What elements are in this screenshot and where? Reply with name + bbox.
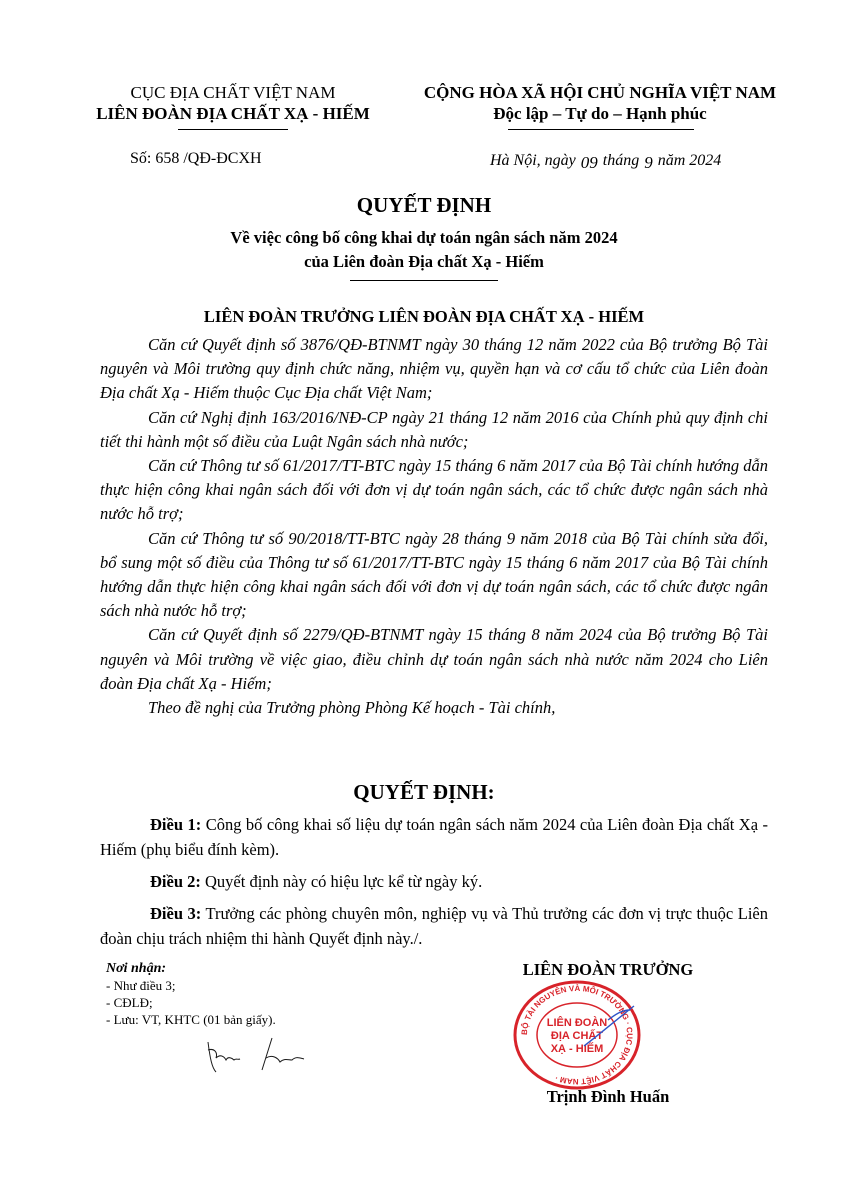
issuing-authority: LIÊN ĐOÀN TRƯỞNG LIÊN ĐOÀN ĐỊA CHẤT XẠ - HIẾM (203, 307, 645, 326)
article-1 (100, 812, 768, 862)
legal-basis: Căn cứ Quyết định số 3876/QĐ-BTNMT ngày 30 tháng 12 năm 2022 của Bộ trưởng Bộ Tài nguyên và Môi trường quy định chức năng, nhiệm vụ, quyền hạn và cơ cấu tổ chức của Liên đoàn Địa chất Xạ - Hiếm thuộc Cục Địa chất Việt Nam; (100, 335, 768, 403)
date-prefix: Hà Nội, ngày (490, 152, 576, 169)
national-motto: Độc lập – Tự do – Hạnh phúc (493, 104, 707, 123)
article-label: Điều 2: (150, 872, 201, 891)
country-name: CỘNG HÒA XÃ HỘI CHỦ NGHĨA VIỆT NAM (423, 83, 777, 102)
issue-date (490, 150, 721, 170)
article-text: Quyết định này có hiệu lực kể từ ngày ký. (200, 872, 483, 891)
header-left-underline (178, 129, 288, 130)
date-month-label: tháng (602, 152, 640, 169)
article-2 (100, 869, 768, 894)
legal-bases (100, 333, 768, 720)
seal-ring-text: BỘ TÀI NGUYÊN VÀ MÔI TRƯỜNG · CỤC ĐỊA CHẤT VIỆT NAM · (519, 983, 635, 1087)
unit-name: LIÊN ĐOÀN ĐỊA CHẤT XẠ - HIẾM (96, 104, 370, 123)
article-3 (100, 901, 768, 951)
recipient-item: - Lưu: VT, KHTC (01 bản giấy). (106, 1012, 276, 1027)
official-seal (512, 980, 642, 1090)
article-text: Trưởng các phòng chuyên môn, nghiệp vụ và Thủ trưởng các đơn vị trực thuộc Liên đoàn chịu trách nhiệm thi hành Quyết định này./. (100, 904, 769, 948)
signer-title: LIÊN ĐOÀN TRƯỞNG (522, 960, 694, 979)
national-title-block (400, 82, 800, 124)
date-year: năm 2024 (657, 152, 722, 169)
subject-line-2: của Liên đoàn Địa chất Xạ - Hiếm (304, 252, 544, 271)
articles (100, 812, 768, 958)
article-label: Điều 1: (150, 815, 202, 834)
article-label: Điều 3: (150, 904, 202, 923)
legal-basis: Căn cứ Thông tư số 90/2018/TT-BTC ngày 28 tháng 9 năm 2018 của Bộ Tài chính sửa đổi, bổ sung một số điều của Thông tư số 61/2017/TT-BTC ngày 15 tháng 6 năm 2017 của Bộ Tài chính hướng dẫn thực hiện công khai ngân sách đối với đơn vị dự toán ngân sách, các tổ chức được ngân sách nhà nước hỗ trợ; (100, 528, 768, 621)
seal-line-3: XẠ - HIẾM (550, 1043, 604, 1055)
article-text: Công bố công khai số liệu dự toán ngân sách năm 2024 của Liên đoàn Địa chất Xạ - Hiếm (phụ biểu đính kèm). (100, 815, 768, 859)
legal-basis: Căn cứ Quyết định số 2279/QĐ-BTNMT ngày 15 tháng 8 năm 2024 của Bộ trưởng Bộ Tài nguyên và Môi trường về việc giao, điều chỉnh dự toán ngân sách nhà nước năm 2024 cho Liên đoàn Địa chất Xạ - Hiếm; (100, 625, 768, 693)
subject-line-1: Về việc công bố công khai dự toán ngân sách năm 2024 (230, 228, 618, 247)
document-title: QUYẾT ĐỊNH (356, 193, 492, 217)
initials-signature (200, 1028, 330, 1078)
header-right-underline (508, 129, 694, 130)
seal-line-2: ĐỊA CHẤT (550, 1030, 604, 1042)
date-day: 09 (580, 153, 598, 172)
document-subject (0, 226, 848, 274)
legal-basis: Theo đề nghị của Trưởng phòng Phòng Kế hoạch - Tài chính, (148, 698, 556, 718)
subject-underline (350, 280, 498, 281)
decision-heading: QUYẾT ĐỊNH: (353, 780, 495, 804)
date-month: 9 (644, 153, 653, 172)
agency-name: CỤC ĐỊA CHẤT VIỆT NAM (130, 83, 336, 102)
legal-basis: Căn cứ Nghị định 163/2016/NĐ-CP ngày 21 tháng 12 năm 2016 của Chính phủ quy định chi tiết thi hành một số điều của Luật Ngân sách nhà nước; (100, 407, 768, 451)
legal-basis: Căn cứ Thông tư số 61/2017/TT-BTC ngày 15 tháng 6 năm 2017 của Bộ Tài chính hướng dẫn thực hiện công khai ngân sách đối với đơn vị dự toán ngân sách, các tổ chức được ngân sách nhà nước hỗ trợ; (100, 456, 768, 524)
document-number: Số: 658 /QĐ-ĐCXH (130, 150, 262, 167)
signer-name: Trịnh Đình Huấn (546, 1087, 670, 1106)
seal-line-1: LIÊN ĐOÀN (546, 1017, 608, 1029)
recipients-block (106, 960, 276, 1028)
recipients-label: Nơi nhận: (106, 961, 167, 976)
issuing-agency-block (68, 82, 398, 124)
recipient-item: - CĐLĐ; (106, 995, 153, 1010)
recipient-item: - Như điều 3; (106, 978, 176, 993)
